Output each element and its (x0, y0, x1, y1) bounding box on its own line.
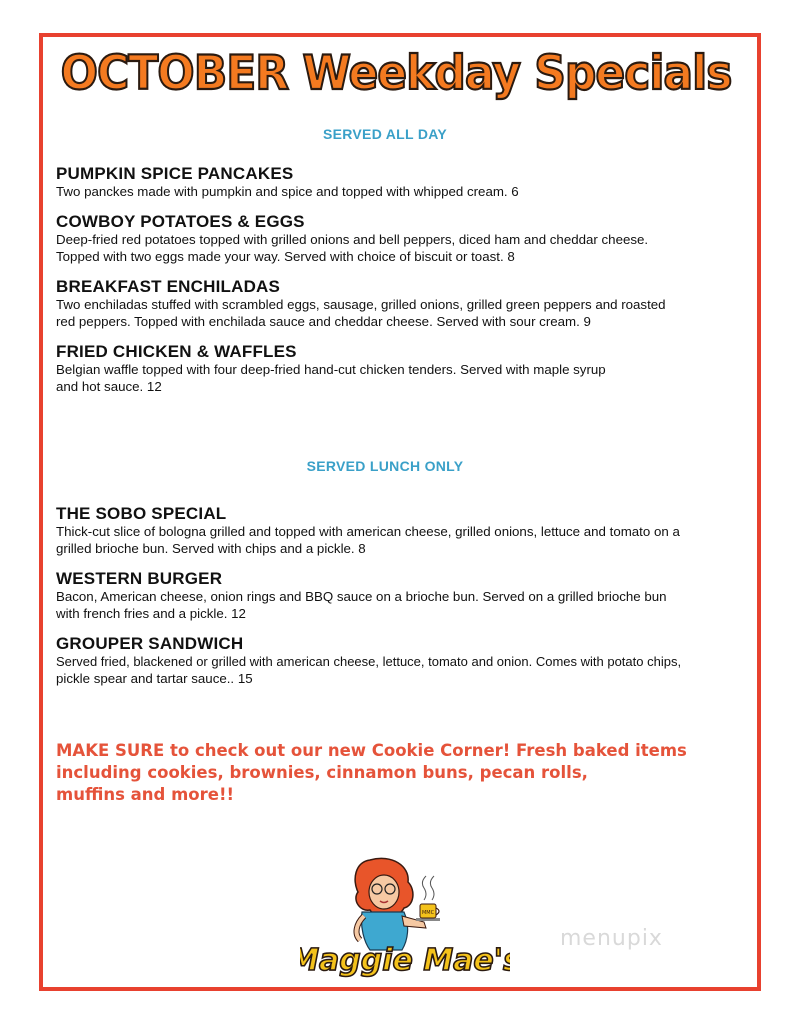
item-description: Thick-cut slice of bologna grilled and topped with american cheese, grilled onions, lettuce and tomato on a (56, 524, 680, 539)
item-name: FRIED CHICKEN & WAFFLES (56, 342, 297, 361)
promo-line: muffins and more!! (56, 785, 234, 804)
item-description: Topped with two eggs made your way. Served with choice of biscuit or toast. 8 (56, 249, 515, 264)
promo-line: MAKE SURE to check out our new Cookie Corner! Fresh baked items (56, 741, 687, 760)
page-title: OCTOBER Weekday Specials (60, 45, 732, 102)
item-name: BREAKFAST ENCHILADAS (56, 277, 281, 296)
item-description: Two panckes made with pumpkin and spice and topped with whipped cream. 6 (56, 184, 519, 199)
item-description: Served fried, blackened or grilled with american cheese, lettuce, tomato and onion. Comes with potato chips, (56, 654, 682, 669)
section-heading-lunch-only: SERVED LUNCH ONLY (306, 458, 464, 474)
item-name: THE SOBO SPECIAL (56, 504, 227, 523)
maggie-maes-logo (300, 852, 510, 982)
menu-item (56, 342, 756, 395)
item-name: WESTERN BURGER (56, 569, 223, 588)
item-description: Deep-fried red potatoes topped with grilled onions and bell peppers, diced ham and cheddar cheese. (56, 232, 649, 247)
logo-text: Maggie Mae's (300, 943, 510, 978)
item-description: Bacon, American cheese, onion rings and BBQ sauce on a brioche bun. Served on a grilled brioche bun (56, 589, 667, 604)
promo-line: including cookies, brownies, cinnamon buns, pecan rolls, (56, 763, 588, 782)
menu-item (56, 634, 756, 687)
section-heading-all-day: SERVED ALL DAY (322, 126, 447, 142)
menu-item (56, 504, 756, 557)
mug-label: MMC (421, 910, 435, 916)
item-description: and hot sauce. 12 (56, 379, 162, 394)
watermark: menupix (560, 926, 663, 951)
item-description: grilled brioche bun. Served with chips and a pickle. 8 (56, 541, 366, 556)
item-description: Two enchiladas stuffed with scrambled eggs, sausage, grilled onions, grilled green peppers and roasted (56, 297, 666, 312)
item-description: red peppers. Topped with enchilada sauce and cheddar cheese. Served with sour cream. 9 (56, 314, 591, 329)
menu-item (56, 164, 756, 200)
item-name: COWBOY POTATOES & EGGS (56, 212, 305, 231)
item-name: GROUPER SANDWICH (56, 634, 244, 653)
cookie-corner-promo (56, 740, 756, 806)
menu-item (56, 277, 756, 330)
item-description: with french fries and a pickle. 12 (56, 606, 246, 621)
item-name: PUMPKIN SPICE PANCAKES (56, 164, 294, 183)
menu-item (56, 212, 756, 265)
mascot-illustration (300, 852, 510, 982)
menu-item (56, 569, 756, 622)
item-description: Belgian waffle topped with four deep-fried hand-cut chicken tenders. Served with maple syrup (56, 362, 606, 377)
item-description: pickle spear and tartar sauce.. 15 (56, 671, 253, 686)
